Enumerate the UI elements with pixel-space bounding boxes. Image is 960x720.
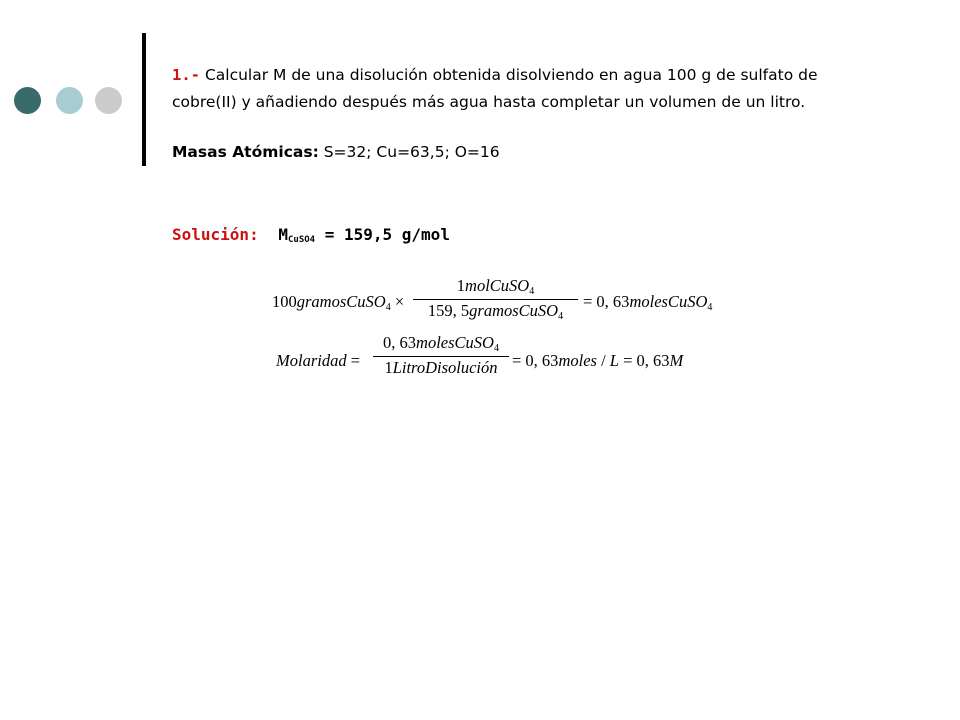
molar-mass-value: = 159,5 g/mol [324, 225, 450, 244]
eq2-denominator: 1LitroDisolución [384, 358, 498, 377]
problem-statement [172, 62, 872, 115]
solution-line [172, 225, 450, 245]
eq2-fraction-bar [373, 356, 509, 357]
eq2-left: Molaridad = [276, 351, 361, 370]
equation-moles [270, 276, 740, 328]
eq1-denominator: 159, 5gramosCuSO$_4$ [427, 301, 564, 322]
problem-number: 1.- [172, 66, 200, 84]
eq2-result: = 0, 63moles / L = 0, 63M [512, 351, 684, 370]
equation-molarity [270, 333, 740, 385]
atomic-masses [172, 140, 500, 164]
solution-label: Solución: [172, 225, 259, 244]
eq1-left: 100gramosCuSO$_4$ × [272, 292, 405, 313]
decor-dot-grey [95, 87, 122, 114]
eq1-result: = 0, 63molesCuSO$_4$ [583, 292, 713, 313]
molar-mass-symbol: M [278, 225, 288, 244]
atomic-masses-label: Masas Atómicas: [172, 143, 319, 161]
decor-dot-light-blue [56, 87, 83, 114]
problem-text: Calcular M de una disolución obtenida disolviendo en agua 100 g de sulfato de cobre(II) y añadiendo después más agua hasta completar un volumen de un litro. [172, 66, 818, 111]
eq1-numerator: 1molCuSO$_4$ [456, 276, 535, 297]
atomic-masses-values: S=32; Cu=63,5; O=16 [323, 143, 500, 161]
decor-dot-dark [14, 87, 41, 114]
molar-mass-subscript: CuSO4 [287, 235, 316, 245]
eq2-fraction [373, 333, 509, 378]
eq2-numerator: 0, 63molesCuSO$_4$ [383, 333, 499, 354]
decor-vertical-bar [142, 33, 146, 166]
eq1-fraction [413, 276, 578, 322]
eq1-fraction-bar [413, 299, 578, 300]
